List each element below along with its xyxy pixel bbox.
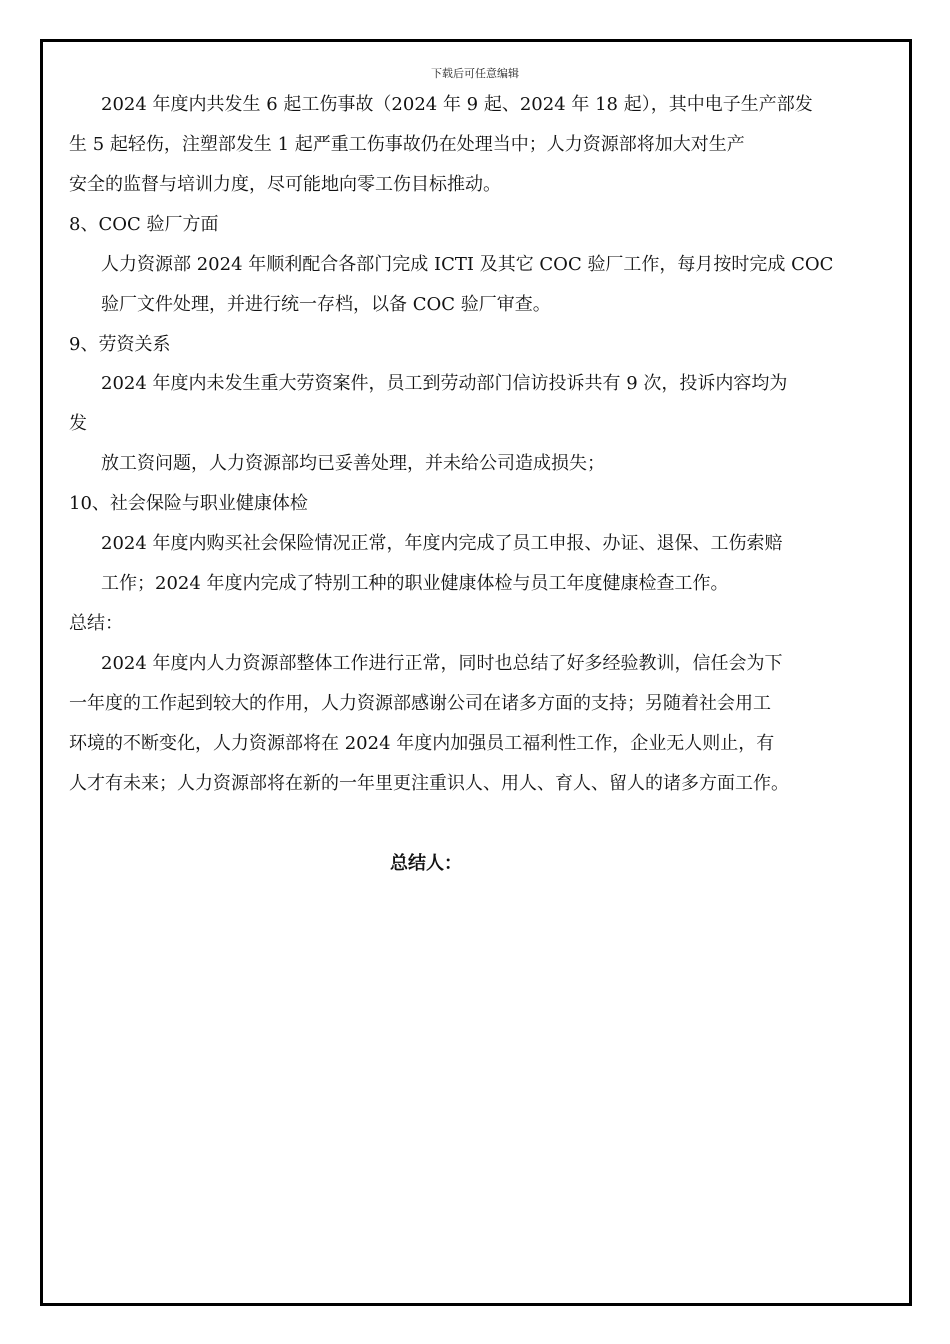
section-heading-insurance: 10、社会保险与职业健康体检 xyxy=(69,493,308,514)
section-heading-summary: 总结： xyxy=(69,613,123,634)
paragraph-line: 发 xyxy=(69,413,87,434)
paragraph-line: 2024 年度内未发生重大劳资案件，员工到劳动部门信访投诉共有 9 次，投诉内容均为 xyxy=(101,373,788,394)
paragraph-line: 2024 年度内购买社会保险情况正常，年度内完成了员工申报、办证、退保、工伤索赔 xyxy=(101,533,783,554)
paragraph-line: 人力资源部 2024 年顺利配合各部门完成 ICTI 及其它 COC 验厂工作，每月按时完成 COC xyxy=(101,254,834,275)
paragraph-line: 生 5 起轻伤，注塑部发生 1 起严重工伤事故仍在处理当中；人力资源部将加大对生产 xyxy=(69,134,745,155)
paragraph-line: 2024 年度内人力资源部整体工作进行正常，同时也总结了好多经验教训，信任会为下 xyxy=(101,653,783,674)
paragraph-line: 工作；2024 年度内完成了特别工种的职业健康体检与员工年度健康检查工作。 xyxy=(101,573,729,594)
signature-label: 总结人： xyxy=(390,853,462,874)
section-heading-coc: 8、COC 验厂方面 xyxy=(69,214,219,235)
paragraph-line: 放工资问题，人力资源部均已妥善处理，并未给公司造成损失； xyxy=(101,453,605,474)
paragraph-line: 人才有未来；人力资源部将在新的一年里更注重识人、用人、育人、留人的诸多方面工作。 xyxy=(69,773,789,794)
paragraph-line: 验厂文件处理，并进行统一存档，以备 COC 验厂审查。 xyxy=(101,294,551,315)
section-heading-labor: 9、劳资关系 xyxy=(69,334,171,355)
paragraph-line: 安全的监督与培训力度，尽可能地向零工伤目标推动。 xyxy=(69,174,501,195)
paragraph-line: 环境的不断变化，人力资源部将在 2024 年度内加强员工福利性工作，企业无人则止，有 xyxy=(69,733,775,754)
paragraph-line: 一年度的工作起到较大的作用，人力资源部感谢公司在诸多方面的支持；另随着社会用工 xyxy=(69,693,771,714)
header-note: 下载后可任意编辑 xyxy=(431,67,519,80)
paragraph-line: 2024 年度内共发生 6 起工伤事故（2024 年 9 起、2024 年 18 起），其中电子生产部发 xyxy=(101,94,813,115)
